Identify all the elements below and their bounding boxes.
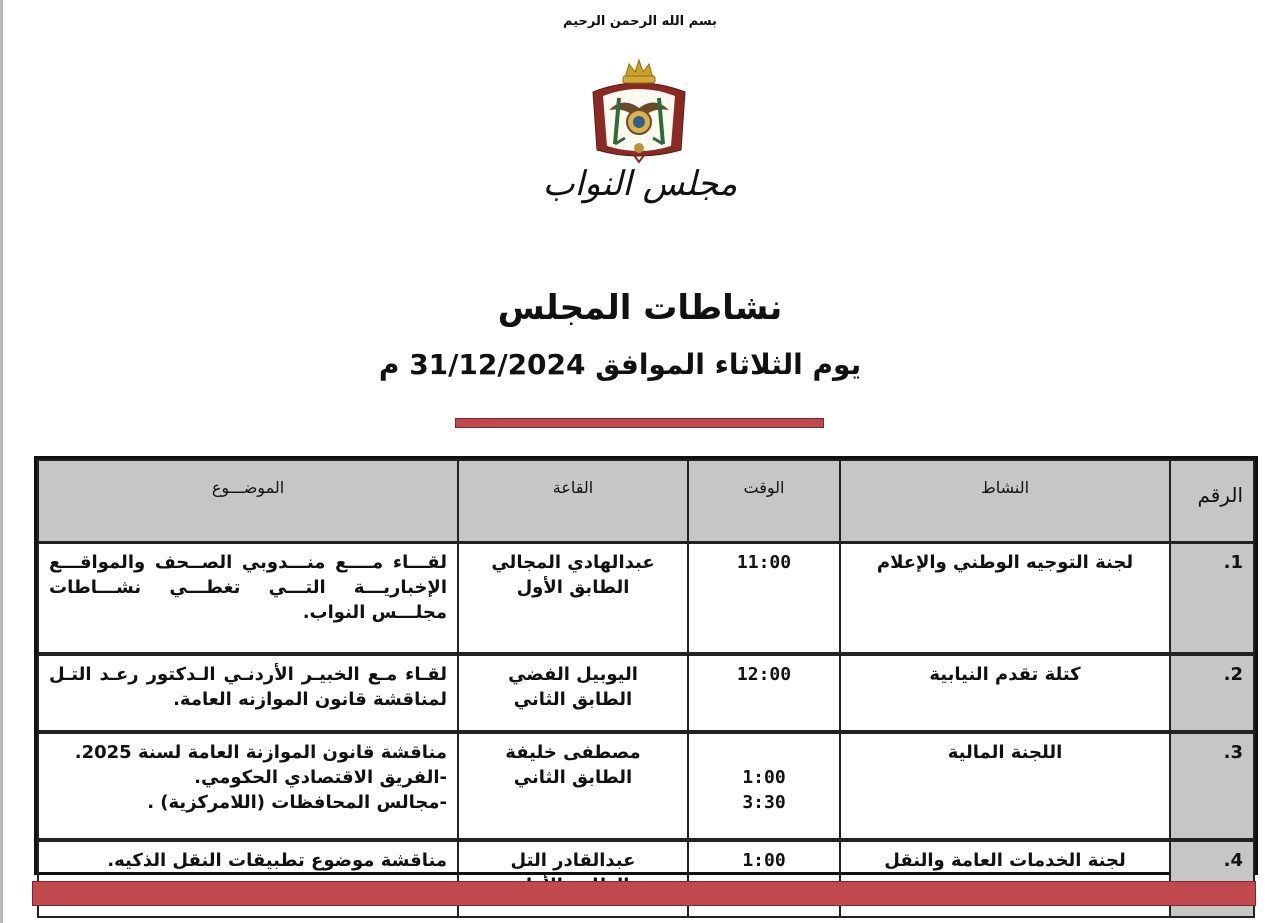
hall-name: اليوبيل الفضي [508,664,638,685]
hall-name: مصطفى خليفة [505,742,641,763]
time-value: 1:00 [742,767,786,788]
subject-line: -الفريق الاقتصادي الحكومي. [194,767,447,788]
hall-name: عبدالهادي المجالي [491,552,655,573]
title-underline-bar [455,418,824,428]
subject-line: مناقشة قانون الموازنة العامة لسنة 2025. [74,742,447,763]
time-value [699,740,829,765]
subject-line: مناقشة موضوع تطبيقات النقل الذكيه. [107,850,447,871]
row-subject [38,732,458,840]
row-subject [38,543,458,655]
header-number: الرقم [1170,460,1254,543]
row-activity: كتلة تقدم النيابية [840,654,1170,732]
parliament-logo-text: مجلس النواب [542,164,738,204]
row-hall [458,543,688,655]
footer-accent-bar [32,881,1256,906]
row-time [688,654,840,732]
subject-line: لقـاء مـع الخبيـر الأردنـي الـدكتور رعـد التـل لمناقشة قانون الموازنه العامة. [49,664,447,710]
subject-line: لقـــاء مــــع منـــدوبي الصــحف والمواقـــع الإخباريـــة التـــي تغطـــي نشـــاطات مجلـــس النواب. [49,552,447,623]
page-left-edge [0,0,3,923]
time-value: 11:00 [736,552,792,573]
row-hall [458,654,688,732]
date-line: يوم الثلاثاء الموافق 31/12/2024 م [378,348,862,381]
hall-floor: الطابق الأول [516,577,630,598]
header-subject: الموضـــوع [38,460,458,543]
row-time [688,732,840,840]
row-activity: اللجنة المالية [840,732,1170,840]
hall-name: عبدالقادر التل [510,850,636,871]
table-row [38,654,1254,732]
time-value: 3:30 [742,792,786,813]
row-time [688,543,840,655]
table-row [38,732,1254,840]
basmala-text: بسم الله الرحمن الرحيم [563,14,717,29]
row-number: 4. [1170,840,1254,917]
row-activity: لجنة التوجيه الوطني والإعلام [840,543,1170,655]
time-value: 1:00 [742,850,786,871]
header-hall: القاعة [458,460,688,543]
hall-floor: الطابق الثاني [513,689,633,710]
row-number: 3. [1170,732,1254,840]
time-value: 12:00 [736,664,792,685]
row-number: 2. [1170,654,1254,732]
header-time: الوقت [688,460,840,543]
table-header-row [38,460,1254,543]
header-activity: النشاط [840,460,1170,543]
schedule-table [37,459,1255,918]
schedule-table-frame [34,456,1258,875]
hall-floor: الطابق الثاني [513,767,633,788]
table-row [38,543,1254,655]
page-title: نشاطات المجلس [497,288,783,328]
jordan-coat-of-arms-icon [585,58,693,166]
row-subject [38,654,458,732]
subject-line: -مجالس المحافظات (اللامركزية) . [147,792,447,813]
row-activity: لجنة الخدمات العامة والنقل [840,840,1170,917]
row-hall [458,732,688,840]
row-number: 1. [1170,543,1254,655]
